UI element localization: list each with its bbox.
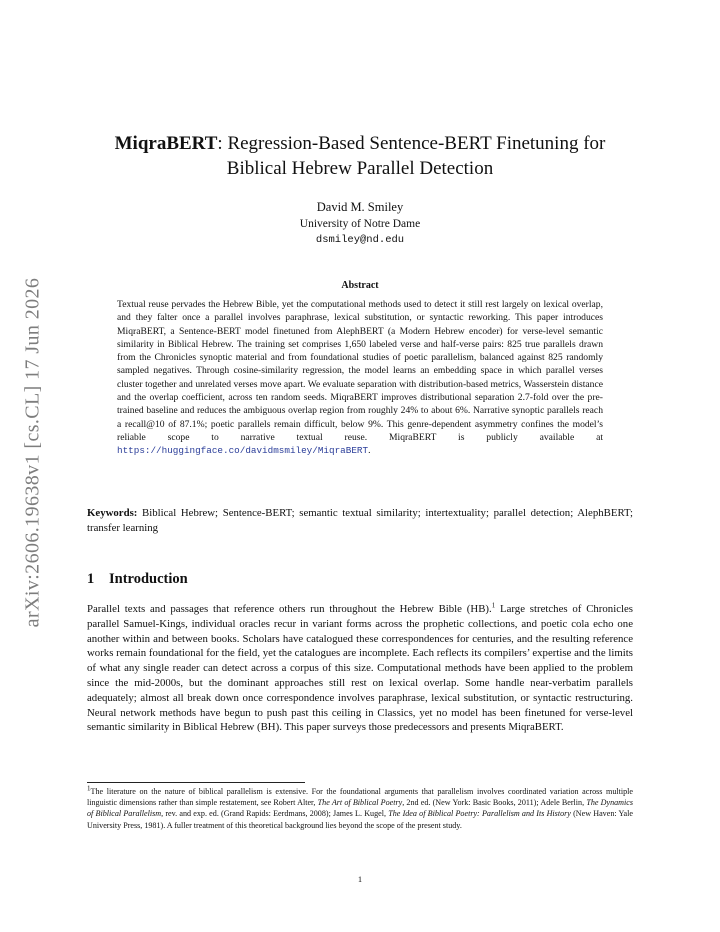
author-email[interactable]: dsmiley@nd.edu: [315, 234, 405, 246]
author-affiliation: University of Notre Dame: [299, 218, 421, 230]
paper-title-model-name: MiqraBERT: [114, 133, 218, 154]
footnote: [87, 786, 633, 831]
abstract-body-text: Textual reuse pervades the Hebrew Bible, yet the computational methods used to detect it still rest largely on lexical overlap, and they falter once a parallel involves paraphrase, lexical substitution, or syntactic reworking. This paper introduces MiqraBERT, a Sentence-BERT model finetuned from AlephBERT (a Modern Hebrew encoder) for verse-level semantic similarity in Biblical Hebrew. The training set comprises 1,650 labeled verse and half-verse pairs: 825 true parallels drawn from the Chronicles synoptic material and from foundational studies of poetic parallelism, balanced against 825 randomly sampled negatives. Through cosine-similarity regression, the model learns an embedding space in which parallel verses cluster together and unrelated verses move apart. We evaluate separation with distribution-based metrics, Wasserstein distance and the overlap coefficient, across ten random seeds. MiqraBERT improves distributional separation 2.7-fold over the pre-trained baseline and reduces the ambiguous overlap region from roughly 24% to about 6%. Narrative synoptic parallels reach a recall@10 of 87.1%; poetic parallels remain difficult, below 9%. This genre-dependent asymmetry confines the model’s reliable scope to narrative textual reuse. MiqraBERT is publicly available at: [117, 299, 603, 443]
paper-title-rest: : Regression-Based Sentence-BERT Finetuning for Biblical Hebrew Parallel Detection: [217, 133, 606, 179]
abstract-end-punct: .: [368, 445, 371, 457]
footnote-text-2: , 2nd ed. (New York: Basic Books, 2011); Adele Berlin,: [402, 798, 587, 808]
footnote-citation-kugel: The Idea of Biblical Poetry: Parallelism and Its History: [388, 809, 571, 819]
footnote-citation-berlin: The Dynamics of Biblical Parallelism: [87, 798, 634, 819]
arxiv-identifier-stamp: [9, 259, 57, 645]
footnote-reference-mark[interactable]: 1: [491, 601, 496, 610]
section-heading-introduction: [87, 571, 188, 588]
model-url-link[interactable]: https://huggingface.co/davidmsmiley/MiqraBERT: [117, 445, 369, 457]
keywords: [87, 506, 633, 535]
section-title: Introduction: [109, 571, 188, 587]
paper-title: [90, 131, 630, 181]
keywords-list: Biblical Hebrew; Sentence-BERT; semantic textual similarity; intertextuality; parallel detection; AlephBERT; transfer learning: [87, 507, 633, 534]
intro-text-start: Parallel texts and passages that reference others run throughout the Hebrew Bible (HB).: [87, 603, 492, 615]
arxiv-identifier-text: arXiv:2606.19638v1 [cs.CL] 17 Jun 2026: [21, 277, 44, 627]
abstract-text: [117, 298, 603, 458]
author-block: [160, 199, 560, 248]
footnote-text-4: (New Haven: Yale University Press, 1981). A fuller treatment of this theoretical background lies beyond the scope of the present study.: [87, 809, 633, 830]
intro-text-rest: Large stretches of Chronicles parallel Samuel-Kings, individual oracles recur in variant forms across the prophetic collections, and poetic cola echo one another within and between books. Scholars have catalogued these correspondences for centuries, and the resulting reference works remain foundational for the field, yet the catalogues are incomplete. Each reflects its compilers’ expertise and the limits of what any single reader can detect across a corpus of this size. Computational methods have been applied to the problem since the mid-2000s, but the dominant approaches still rest on lexical overlap. Some handle near-verbatim parallels adequately; almost all break down once correspondence involves paraphrase, lexical substitution, or syntactic restructuring. Neural network methods have begun to push past this ceiling in Classics, yet no model has been finetuned for verse-level semantic similarity in Biblical Hebrew (BH). This paper surveys those predecessors and presents MiqraBERT.: [87, 603, 633, 734]
footnote-text-1: The literature on the nature of biblical parallelism is extensive. For the foundational arguments that parallelism involves coordinated variation across multiple linguistic dimensions rather than simple restatement, see Robert Alter,: [87, 787, 633, 808]
keywords-label: Keywords:: [87, 507, 138, 519]
footnote-divider: [87, 782, 305, 783]
page-number: 1: [357, 874, 363, 884]
footnote-citation-alter: The Art of Biblical Poetry: [317, 798, 403, 808]
section-number: 1: [87, 571, 95, 587]
introduction-paragraph: [87, 602, 633, 735]
footnote-text-3: , rev. and exp. ed. (Grand Rapids: Eerdmans, 2008); James L. Kugel,: [161, 809, 389, 819]
abstract-heading: Abstract: [341, 280, 379, 291]
author-name: David M. Smiley: [316, 200, 404, 214]
footnote-mark: 1: [87, 784, 91, 793]
